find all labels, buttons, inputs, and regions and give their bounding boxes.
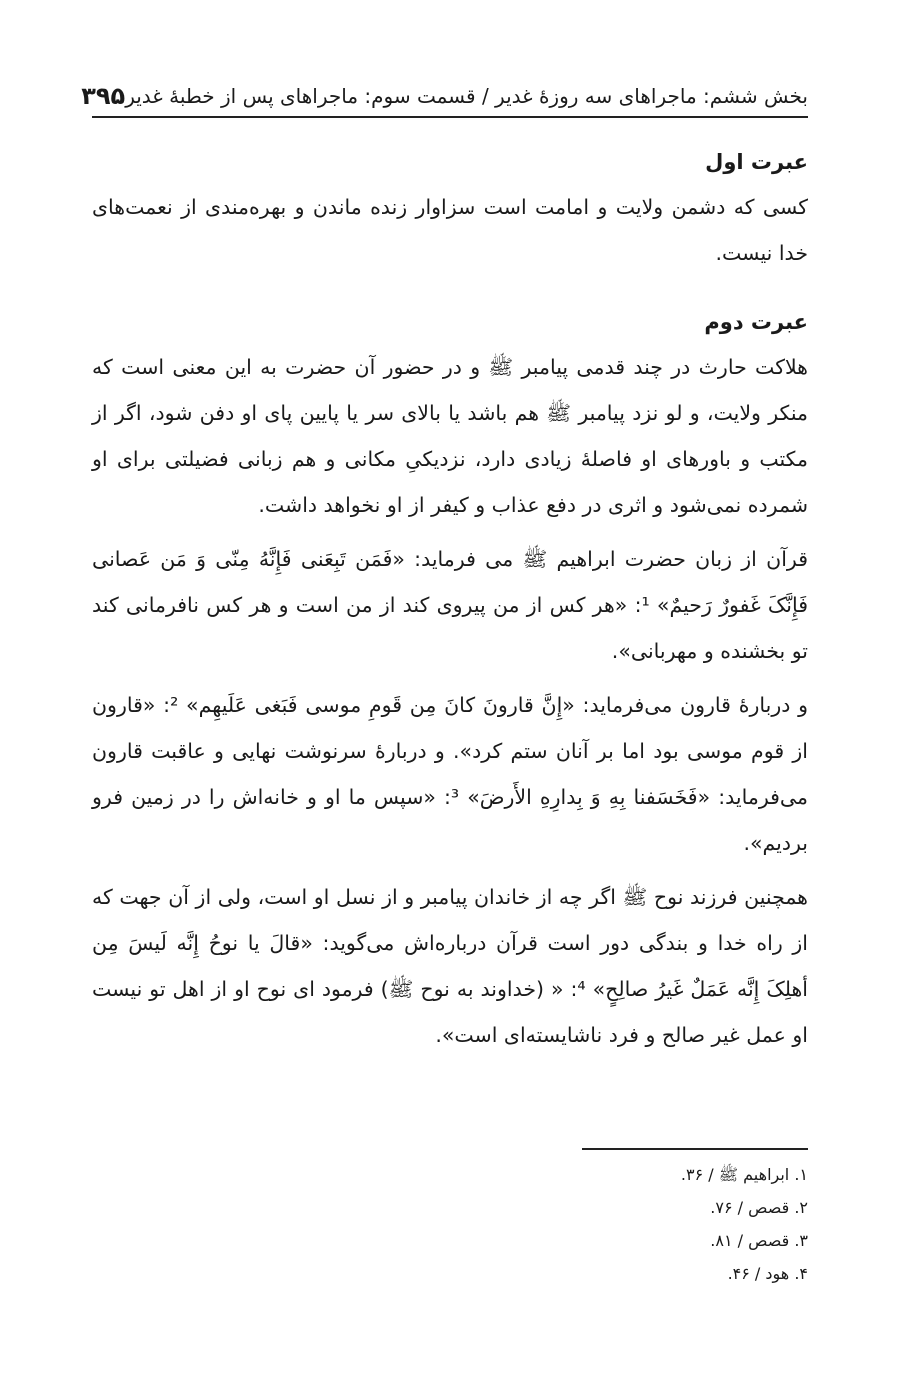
running-header-title: بخش ششم: ماجراهای سه روزهٔ غدیر / قسمت سوم: ماجراهای پس از خطبهٔ غدیر [125, 84, 808, 108]
section-heading: عبرت اول [705, 150, 808, 174]
section-heading: عبرت دوم [704, 310, 808, 334]
page-number: ۳۹۵ [81, 82, 126, 110]
footnote: ۳. قصص / ۸۱. [710, 1231, 808, 1250]
footnotes [92, 1158, 808, 1290]
paragraph: همچنین فرزند نوح ﷺ اگر چه از خاندان پیامبر و از نسل او است، ولی از آن جهت که از راه خدا و بندگی دور است قرآن درباره‌اش می‌گوید: «قالَ یا نوحُ إِنَّه لَیسَ مِن أهلِکَ إِنَّه عَمَلٌ غَیرُ صالِحٍ» ⁴: « (خداوند به نوح ﷺ) فرمود ای نوح او از اهل تو نیست او عمل غیر صالح و فرد ناشایسته‌ای است». [92, 885, 808, 1047]
paragraph: قرآن از زبان حضرت ابراهیم ﷺ می فرماید: «فَمَن تَبِعَنی فَإِنَّهُ مِنّی وَ مَن عَصانی فَإِنَّکَ غَفورٌ رَحیمٌ» ¹: «هر کس از من پیروی کند از من است و هر کس نافرمانی کند تو بخشنده و مهربانی». [92, 547, 808, 663]
footnote: ۲. قصص / ۷۶. [710, 1198, 808, 1217]
footnote: ۴. هود / ۴۶. [727, 1264, 808, 1283]
paragraph: و دربارهٔ قارون می‌فرماید: «إِنَّ قارونَ کانَ مِن قَومِ موسی فَبَغی عَلَیهِم» ²: «قارون از قوم موسی بود اما بر آنان ستم کرد». و دربارهٔ سرنوشت نهایی و عاقبت قارون می‌فرماید: «فَخَسَفنا بِهِ وَ بِدارِهِ الأَرضَ» ³: «سپس ما او و خانه‌اش را در زمین فرو بردیم». [92, 693, 808, 855]
footnote: ۱. ابراهیم ﷺ / ۳۶. [680, 1165, 808, 1184]
running-header [81, 72, 808, 112]
paragraph: هلاکت حارث در چند قدمی پیامبر ﷺ و در حضور آن حضرت به این معنی است که منکر ولایت، و لو نزد پیامبر ﷺ هم باشد یا بالای سر یا پایین پای او دفن شود، اگر از مکتب و باورهای او فاصلهٔ زیادی دارد، نزدیکیِ مکانی و هم زبانی فضیلتی برای او شمرده نمی‌شود و اثری در دفع عذاب و کیفر از او نخواهد داشت. [92, 355, 808, 517]
footnote-divider [582, 1148, 808, 1150]
header-divider [92, 116, 808, 118]
paragraph: کسی که دشمن ولایت و امامت است سزاوار زنده ماندن و بهره‌مندی از نعمت‌های خدا نیست. [92, 195, 808, 265]
main-text [92, 140, 808, 1058]
